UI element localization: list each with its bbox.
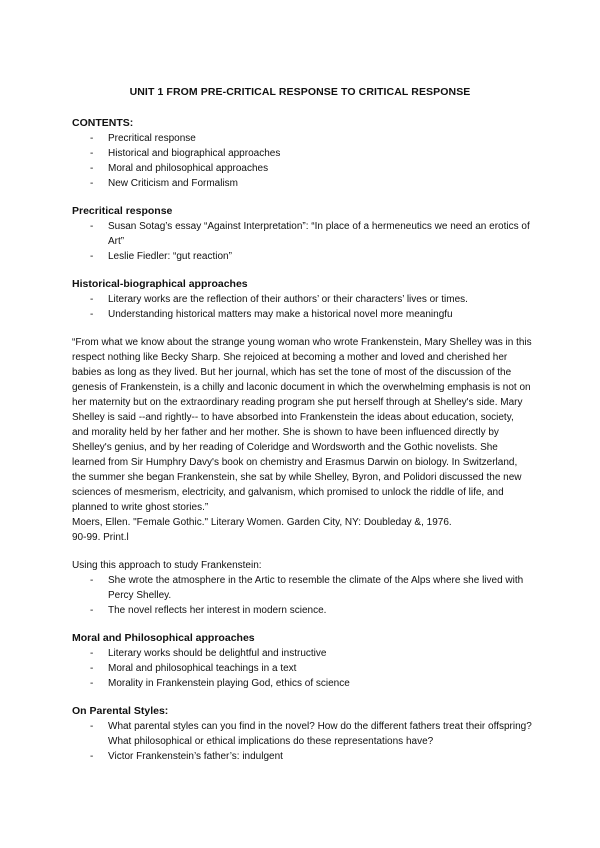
precritical-heading: Precritical response [72, 205, 173, 217]
document-body [72, 116, 532, 764]
moral-list [72, 646, 532, 691]
list-item: - Precritical response [72, 131, 532, 146]
using-list [72, 573, 532, 618]
list-item: - Morality in Frankenstein playing God, ethics of science [72, 676, 532, 691]
historical-heading: Historical-biographical approaches [72, 278, 248, 290]
list-item: - New Criticism and Formalism [72, 176, 532, 191]
moral-heading: Moral and Philosophical approaches [72, 632, 255, 644]
list-item: - Historical and biographical approaches [72, 146, 532, 161]
list-item: - Moral and philosophical teachings in a text [72, 661, 532, 676]
citation-line: 90-99. Print.l [72, 532, 129, 543]
using-intro: Using this approach to study Frankenstein: [72, 560, 262, 571]
parental-list [72, 719, 532, 764]
citation-line: Moers, Ellen. "Female Gothic." Literary Women. Garden City, NY: Doubleday &, 1976. [72, 517, 452, 528]
historical-list [72, 292, 532, 322]
list-item: - What parental styles can you find in the novel? How do the different fathers treat their offspring? What philosophical or ethical implications do these representations have? [72, 719, 532, 749]
parental-heading: On Parental Styles: [72, 705, 169, 717]
list-item: - She wrote the atmosphere in the Artic to resemble the climate of the Alps where she lived with Percy Shelley. [72, 573, 532, 603]
list-item: - Victor Frankenstein’s father’s: indulgent [72, 749, 532, 764]
list-item: - Literary works are the reflection of their authors’ or their characters’ lives or times. [72, 292, 532, 307]
page-title: UNIT 1 FROM PRE-CRITICAL RESPONSE TO CRITICAL RESPONSE [129, 86, 471, 98]
list-item: - Leslie Fiedler: “gut reaction” [72, 249, 532, 264]
contents-list [72, 131, 532, 191]
list-item: - Understanding historical matters may make a historical novel more meaningfu [72, 307, 532, 322]
list-item: - Susan Sotag’s essay “Against Interpretation”: “In place of a hermeneutics we need an erotics of Art” [72, 219, 532, 249]
list-item: - The novel reflects her interest in modern science. [72, 603, 532, 618]
contents-heading: CONTENTS: [72, 117, 134, 129]
quote-paragraph: “From what we know about the strange young woman who wrote Frankenstein, Mary Shelley was in this respect nothing like Becky Sharp. She rejoiced at becoming a mother and loved and cherished her babies as long as they lived. But her journal, which has set the tone of most of the discussion of the genesis of Frankenstein, is a chilly and laconic document in which the overwhelming emphasis is not on her maternity but on the extraordinary reading program she put herself through at Shelley's side. Mary Shelley is said --and rightly-- to have absorbed into Frankenstein the ideas about education, society, and morality held by her father and her mother. She is shown to have been influenced directly by Shelley's genius, and by her reading of Coleridge and Wordsworth and the Gothic novelists. She learned from Sir Humphry Davy's book on chemistry and Erasmus Darwin on biology. In Switzerland, the summer she began Frankenstein, she sat by while Shelley, Byron, and Polidori discussed the new sciences of mesmerism, electricity, and galvanism, which promised to unlock the riddle of life, and planned to write ghost stories.” [72, 337, 532, 513]
precritical-list [72, 219, 532, 264]
list-item: - Moral and philosophical approaches [72, 161, 532, 176]
list-item: - Literary works should be delightful and instructive [72, 646, 532, 661]
